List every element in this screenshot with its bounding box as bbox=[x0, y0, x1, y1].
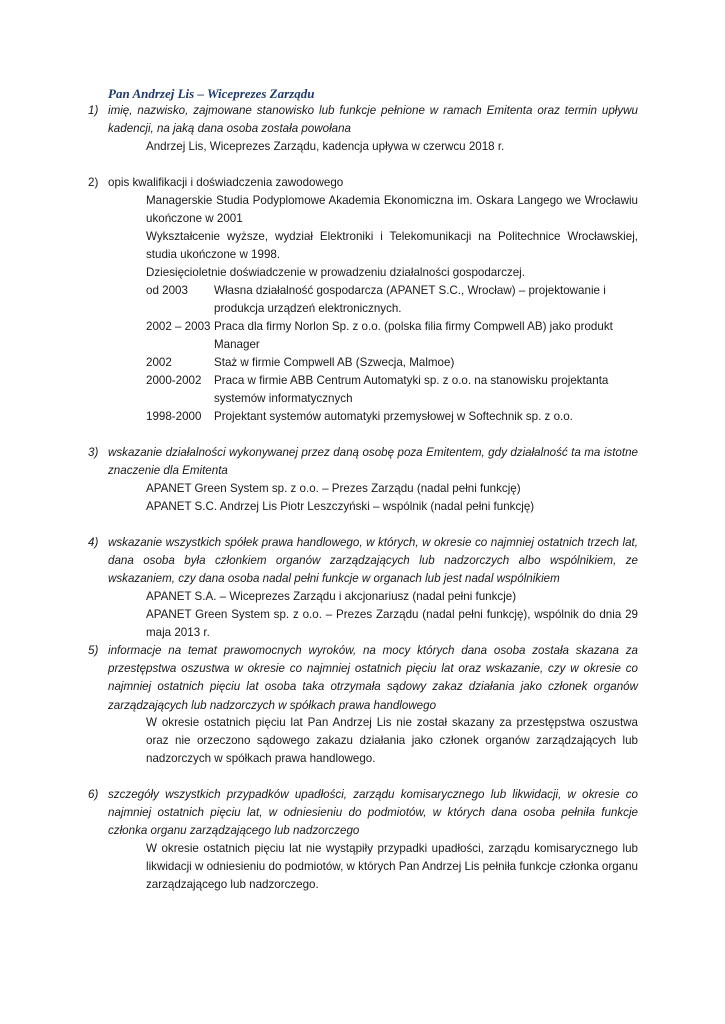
experience-period: od 2003 bbox=[146, 284, 188, 297]
experience-description: Staż w firmie Compwell AB (Szwecja, Malmoe) bbox=[214, 356, 455, 369]
section-4-number: 4) bbox=[88, 536, 99, 549]
experience-period: 2002 bbox=[146, 356, 172, 369]
section-3-number: 3) bbox=[88, 446, 99, 459]
experience-period: 2000-2002 bbox=[146, 374, 202, 387]
experience-description: Projektant systemów automatyki przemysłowej w Softechnik sp. z o.o. bbox=[214, 410, 573, 423]
section-2-paragraph: Wykształcenie wyższe, wydział Elektroniki i Telekomunikacji na Politechnice Wrocławskiej, studia ukończone w 1998. bbox=[146, 230, 638, 262]
section-1-question: imię, nazwisko, zajmowane stanowisko lub funkcje pełnione w ramach Emitenta oraz termin upływu kadencji, na jaką dana osoba została powołana bbox=[108, 104, 638, 136]
section-6-answer: W okresie ostatnich pięciu lat nie wystąpiły przypadki upadłości, zarządu komisarycznego lub likwidacji w odniesieniu do podmiotów, w których Pan Andrzej Lis pełniła funkcje członka organu zarządzającego lub nadzorczego. bbox=[146, 842, 638, 892]
section-6-question: szczegóły wszystkich przypadków upadłości, zarządu komisarycznego lub likwidacji, w okresie co najmniej ostatnich pięciu lat, w odniesieniu do podmiotów, w których dana osoba pełniła funkcje członka organu zarządzającego lub nadzorczego bbox=[108, 788, 638, 838]
page-title: Pan Andrzej Lis – Wiceprezes Zarządu bbox=[108, 86, 315, 101]
experience-description: Własna działalność gospodarcza (APANET S.C., Wrocław) – projektowanie i produkcja urządzeń elektronicznych. bbox=[214, 284, 606, 316]
experience-description: Praca w firmie ABB Centrum Automatyki sp. z o.o. na stanowisku projektanta systemów informatycznych bbox=[214, 374, 609, 406]
section-1-answer: Andrzej Lis, Wiceprezes Zarządu, kadencja upływa w czerwcu 2018 r. bbox=[146, 140, 505, 153]
experience-period: 2002 – 2003 bbox=[146, 320, 211, 333]
section-3-question: wskazanie działalności wykonywanej przez daną osobę poza Emitentem, gdy działalność ta ma istotne znaczenie dla Emitenta bbox=[108, 446, 638, 478]
section-2-paragraph: Dziesięcioletnie doświadczenie w prowadzeniu działalności gospodarczej. bbox=[146, 266, 525, 279]
section-4-question: wskazanie wszystkich spółek prawa handlowego, w których, w okresie co najmniej ostatnich trzech lat, dana osoba była członkiem organów zarządzających lub nadzorczych albo wspólnikiem, ze wskazaniem, czy dana osoba nadal pełni funkcje w organach lub jest nadal wspólnikiem bbox=[108, 536, 638, 586]
section-1-number: 1) bbox=[88, 104, 99, 117]
experience-description: Praca dla firmy Norlon Sp. z o.o. (polska filia firmy Compwell AB) jako produkt Manager bbox=[214, 320, 613, 352]
section-2-paragraph: Managerskie Studia Podyplomowe Akademia Ekonomiczna im. Oskara Langego we Wrocławiu ukończone w 2001 bbox=[146, 194, 638, 226]
section-6-number: 6) bbox=[88, 788, 99, 801]
section-5-question: informacje na temat prawomocnych wyroków, na mocy których dana osoba została skazana za przestępstwa oszustwa w okresie co najmniej ostatnich pięciu lat oraz wskazanie, czy w okresie co najmniej ostatnich pięciu lat osoba taka otrzymała sądowy zakaz działania jako członek organów zarządzających lub nadzorczych w spółkach prawa handlowego bbox=[108, 644, 638, 712]
section-2-question: opis kwalifikacji i doświadczenia zawodowego bbox=[108, 176, 344, 189]
section-5-number: 5) bbox=[88, 644, 99, 657]
section-3-line: APANET S.C. Andrzej Lis Piotr Leszczyński – wspólnik (nadal pełni funkcję) bbox=[146, 500, 535, 513]
section-4-line: APANET Green System sp. z o.o. – Prezes Zarządu (nadal pełni funkcję), wspólnik do dnia 29 maja 2013 r. bbox=[146, 608, 638, 640]
section-5-answer: W okresie ostatnich pięciu lat Pan Andrzej Lis nie został skazany za przestępstwa oszustwa oraz nie orzeczono sądowego zakazu działania jako członek organów zarządzających lub nadzorczych w spółkach prawa handlowego. bbox=[146, 716, 638, 766]
section-3-line: APANET Green System sp. z o.o. – Prezes Zarządu (nadal pełni funkcję) bbox=[146, 482, 521, 495]
section-2-number: 2) bbox=[88, 176, 99, 189]
experience-period: 1998-2000 bbox=[146, 410, 202, 423]
section-4-line: APANET S.A. – Wiceprezes Zarządu i akcjonariusz (nadal pełni funkcje) bbox=[146, 590, 517, 603]
